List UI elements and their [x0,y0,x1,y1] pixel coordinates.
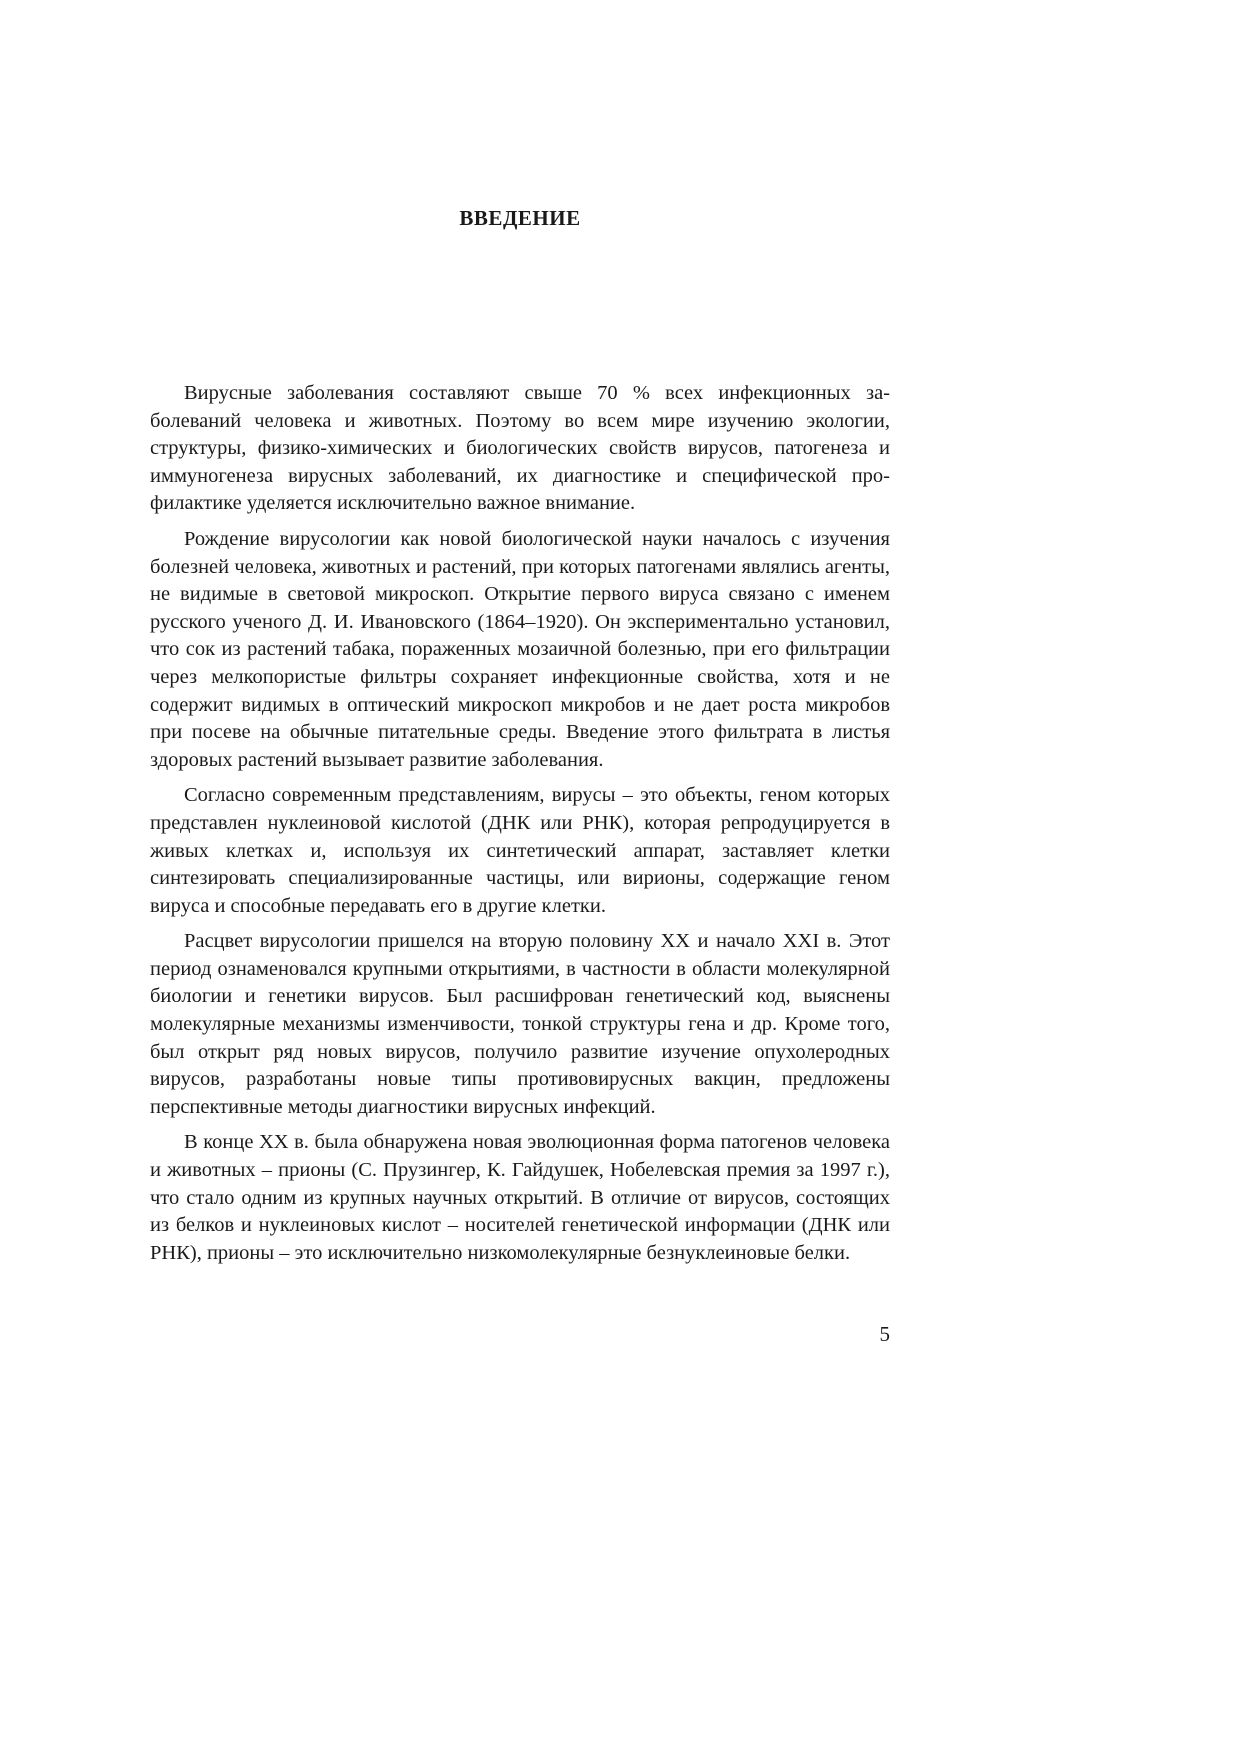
paragraph: Вирусные заболевания составляют свыше 70 % всех инфекционных заболеваний человека и животных. Поэтому во всем мире изучению экологии, структуры, физико-химических и биологических свойств вирусов, патогенеза и иммуногенеза вирусных заболеваний, их диагностике и специфической профилактике уделяется исключительно важное внимание. [150,382,890,515]
paragraph: Расцвет вирусологии пришелся на вторую половину XX и начало XXI в. Этот период ознаменовался крупными открытиями, в частности в области молекулярной биологии и генетики вирусов. Был расшифрован генетический код, выяснены молекулярные механизмы изменчивости, тонкой структуры гена и др. Кроме того, был открыт ряд новых вирусов, получило развитие изучение опухолеродных вирусов, разработаны новые типы противовирусных вакцин, предложены перспективные методы диагностики вирусных инфекций. [150,930,890,1118]
paragraph: Рождение вирусологии как новой биологической науки началось с изучения болезней человека, животных и растений, при которых патогенами являлись агенты, не видимые в световой микроскоп. Открытие первого вируса связано с именем русского ученого Д. И. Ивановского (1864–1920). Он экспериментально установил, что сок из растений табака, пораженных мозаичной болезнью, при его фильтрации через мелкопористые фильтры сохраняет инфекционные свойства, хотя и не содержит видимых в оптический микроскоп микробов и не дает роста микробов при посеве на обычные питательные среды. Введение этого фильтрата в листья здоровых растений вызывает развитие заболевания. [150,527,890,771]
paragraph: В конце XX в. была обнаружена новая эволюционная форма патогенов человека и животных – прионы (С. Прузингер, К. Гайдушек, Нобелевская премия за 1997 г.), что стало одним из крупных научных открытий. В отличие от вирусов, состоящих из белков и нуклеиновых кислот – носителей генетической информации (ДНК или РНК), прионы – это исключительно низкомолекулярные безнуклеиновые белки. [150,1131,890,1264]
body-text [150,380,890,1275]
chapter-heading: ВВЕДЕНИЕ [459,206,581,230]
page-number: 5 [879,1322,890,1346]
paragraph: Согласно современным представлениям, вирусы – это объекты, геном которых представлен нуклеиновой кислотой (ДНК или РНК), которая репродуцируется в живых клетках и, используя их синтетический аппарат, заставляет клетки синтезировать специализированные частицы, или вирионы, содержащие геном вируса и способные передавать его в другие клетки. [150,784,890,917]
